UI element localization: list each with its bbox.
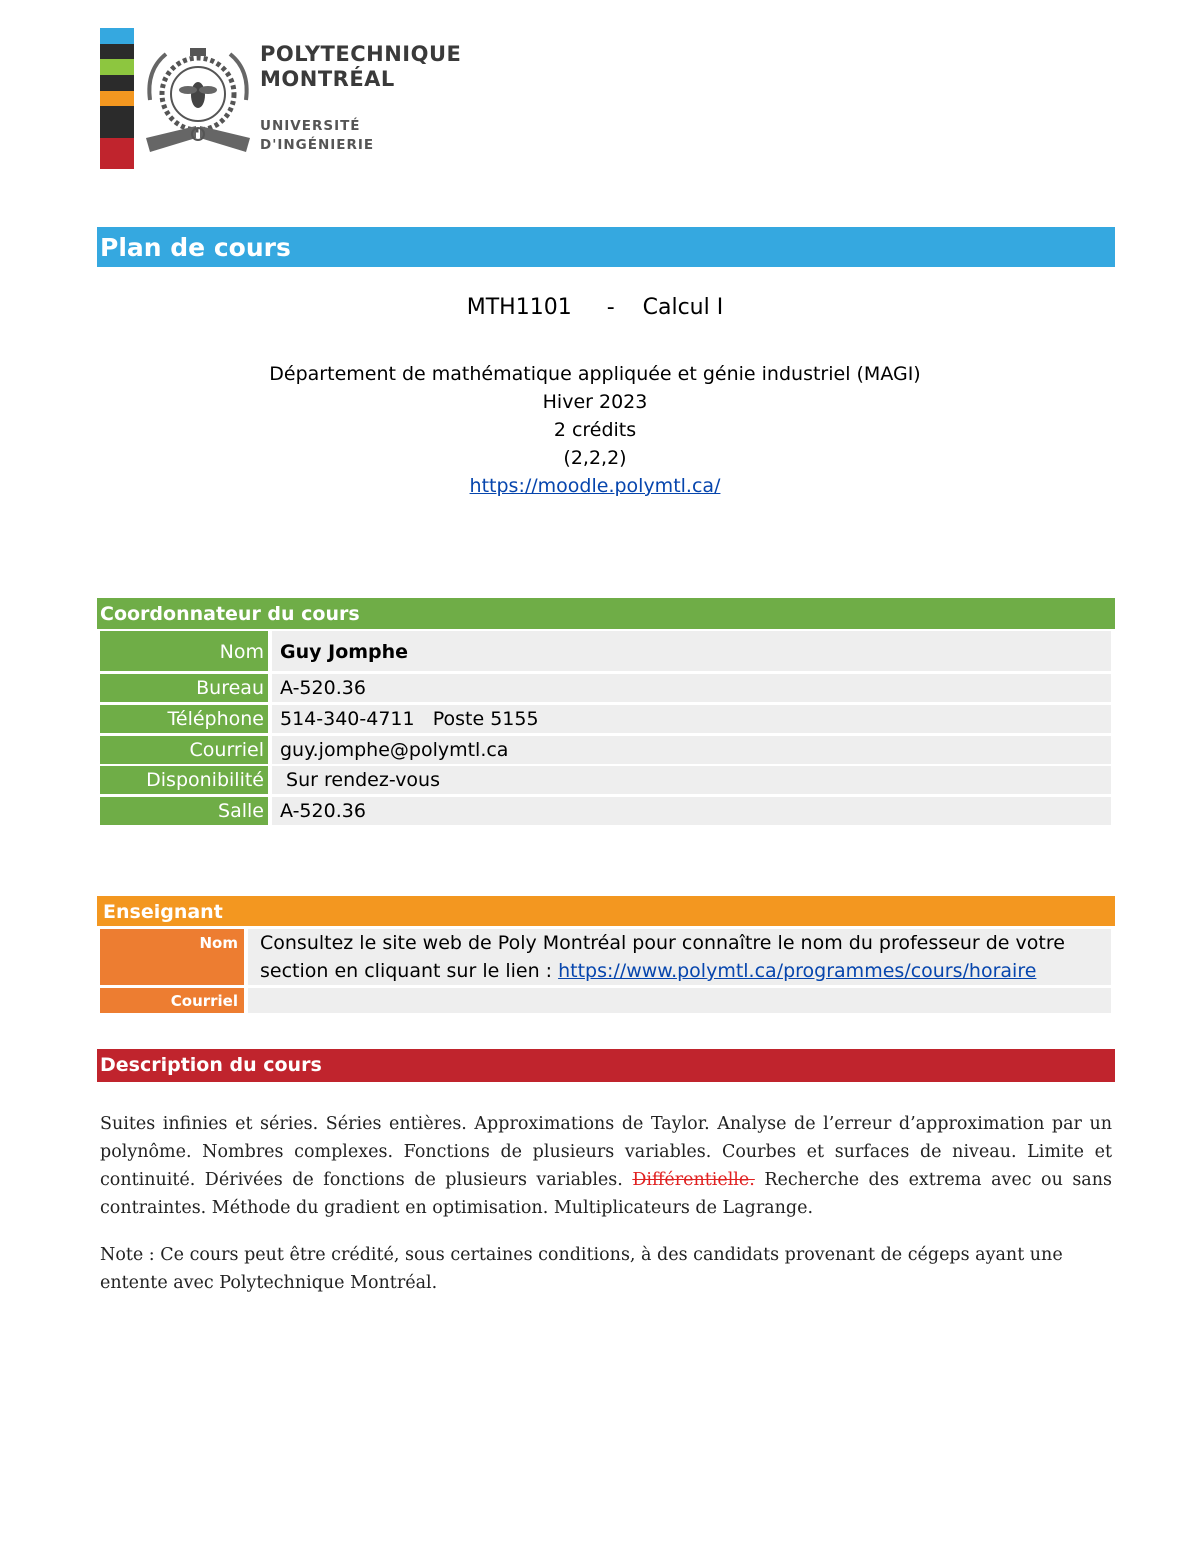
row-value[interactable]: guy.jomphe@polymtl.ca: [272, 736, 1111, 764]
coordinator-row-availability: [100, 766, 1111, 794]
teacher-name-text: Consultez le site web de Poly Montréal pour connaître le nom du professeur de votre section en cliquant sur le lien :: [260, 932, 1065, 982]
row-value: A-520.36: [272, 674, 1111, 702]
course-name: Calcul I: [642, 295, 724, 320]
coordinator-row-email: [100, 736, 1111, 764]
teacher-section-header: Enseignant: [97, 896, 1115, 926]
row-label: Disponibilité: [100, 766, 268, 794]
department: Département de mathématique appliquée et génie industriel (MAGI): [269, 363, 921, 385]
logo-line-2: MONTRÉAL: [260, 67, 395, 91]
logo-line-3: UNIVERSITÉ: [260, 118, 361, 134]
description-note: Note : Ce cours peut être crédité, sous certaines conditions, à des candidats provenant de cégeps ayant une entente avec Polytechnique Montréal.: [100, 1245, 1063, 1293]
coordinator-row-room: [100, 797, 1111, 825]
moodle-link[interactable]: https://moodle.polymtl.ca/: [469, 475, 721, 497]
logo-wordmark: [260, 42, 461, 92]
coordinator-row-office: [100, 674, 1111, 702]
course-heading: [0, 294, 1190, 322]
description-part-1: Suites infinies et séries. Séries entières. Approximations de Taylor. Analyse de l’erreur d’approximation par un polynôme. Nombres complexes. Fonctions de plusieurs variables. Courbes et surfaces de niveau. Limite et continuité. Dérivées de fonctions de plusieurs variables.: [100, 1114, 1112, 1190]
row-label: Salle: [100, 797, 268, 825]
row-label: Courriel: [100, 736, 268, 764]
description-text: [100, 1110, 1112, 1222]
logo-subtitle: [260, 117, 374, 155]
coordinator-section-header: Coordonnateur du cours: [97, 598, 1115, 629]
coordinator-row-phone: [100, 705, 1111, 733]
teacher-email-value: [248, 988, 1111, 1013]
credits: 2 crédits: [553, 419, 637, 441]
description-section-header: Description du cours: [97, 1049, 1115, 1082]
row-label: Téléphone: [100, 705, 268, 733]
schedule-link[interactable]: https://www.polymtl.ca/programmes/cours/horaire: [558, 960, 1037, 982]
university-seal-icon: [142, 40, 254, 160]
teacher-email-label: Courriel: [100, 988, 244, 1013]
term: Hiver 2023: [542, 391, 648, 413]
course-separator: -: [606, 295, 615, 320]
logo-line-1: POLYTECHNIQUE: [260, 42, 462, 66]
teacher-name-label: Nom: [100, 929, 244, 985]
logo-color-bar: [100, 28, 134, 169]
description-part-2: Recherche des extrema avec ou sans contraintes. Méthode du gradient en optimisation. Multiplicateurs de Lagrange.: [100, 1170, 1112, 1218]
row-value: A-520.36: [272, 797, 1111, 825]
coordinator-row-name: [100, 631, 1111, 671]
row-value: Guy Jomphe: [272, 631, 1111, 671]
logo-line-4: D'INGÉNIERIE: [260, 137, 375, 153]
description-struck: Différentielle.: [632, 1170, 755, 1190]
page-title: Plan de cours: [97, 227, 1115, 267]
hours: (2,2,2): [563, 447, 627, 469]
course-code: MTH1101: [466, 295, 572, 320]
row-label: Bureau: [100, 674, 268, 702]
row-value: 514-340-4711 Poste 5155: [272, 705, 1111, 733]
teacher-name-value: [248, 929, 1111, 985]
course-info: [0, 360, 1190, 500]
row-value: Sur rendez-vous: [272, 766, 1111, 794]
row-label: Nom: [100, 631, 268, 671]
